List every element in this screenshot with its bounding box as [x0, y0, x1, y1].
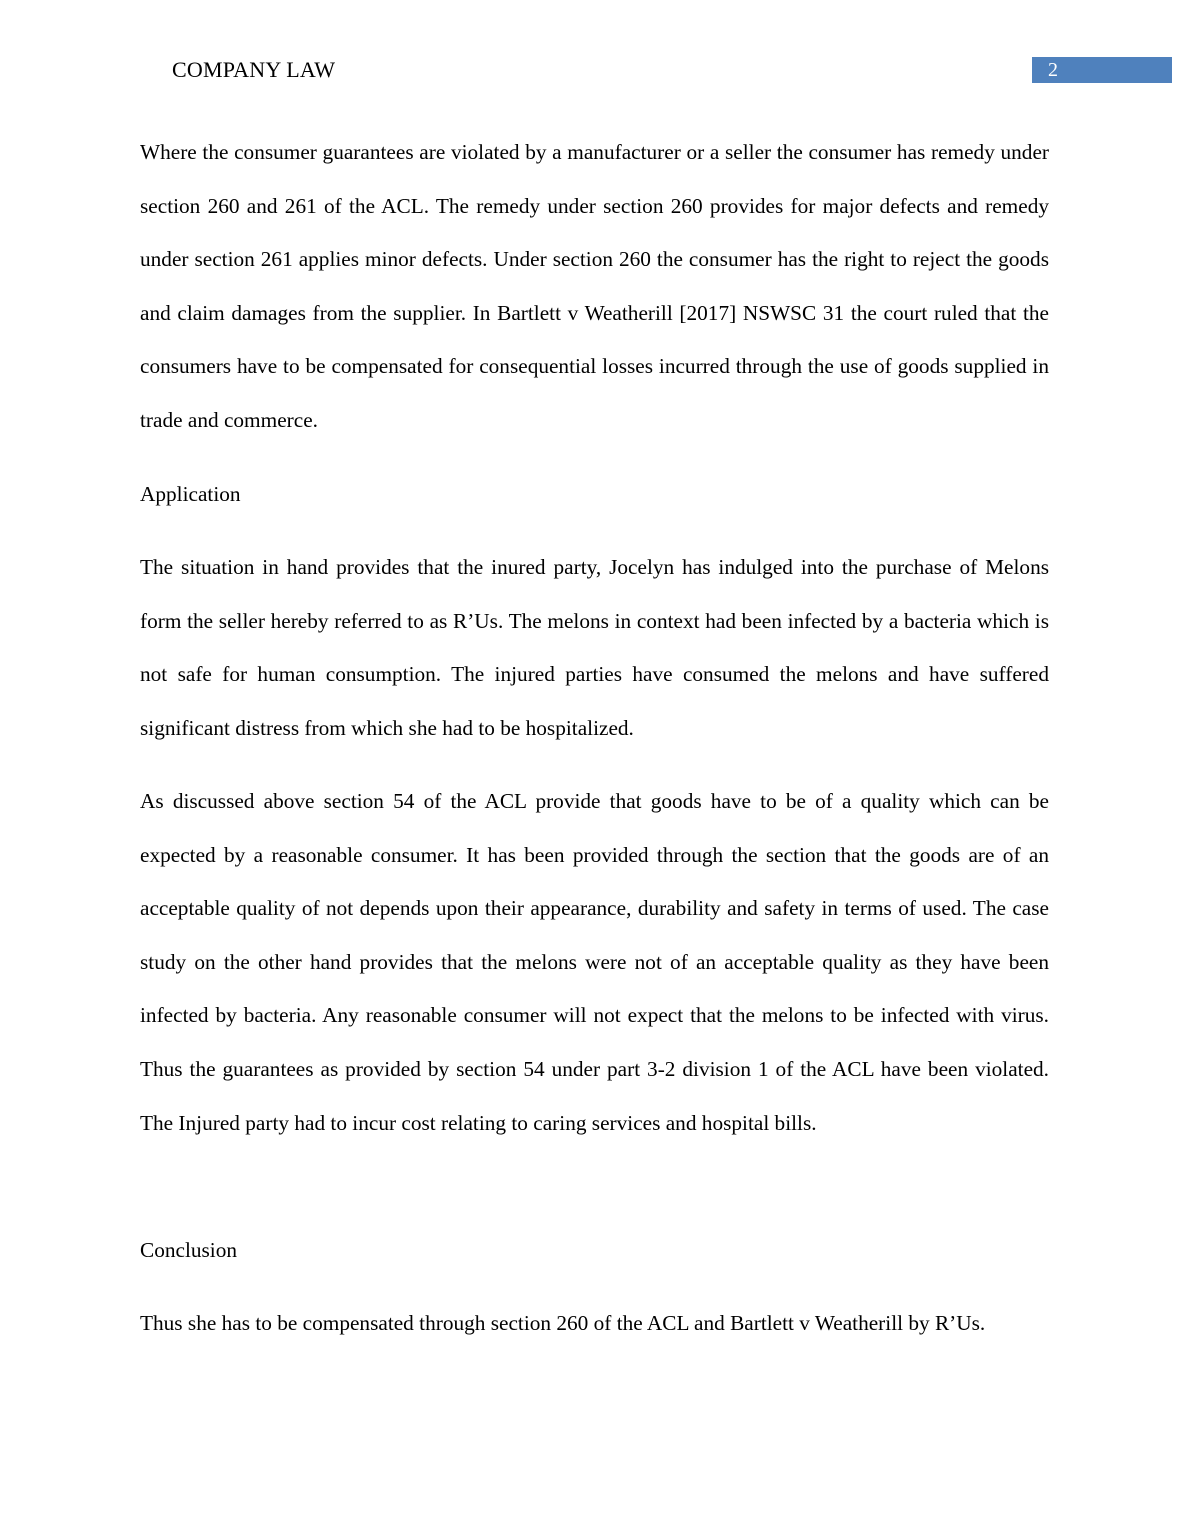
- body-paragraph-4-container: [140, 1297, 1049, 1351]
- section-heading-application-container: [140, 468, 1049, 522]
- body-paragraph: Thus she has to be compensated through section 260 of the ACL and Bartlett v Weatherill by R’Us.: [140, 1311, 986, 1335]
- body-paragraph-1-container: [140, 126, 1049, 448]
- body-paragraph-3-container: [140, 775, 1049, 1150]
- page-header-title: COMPANY LAW: [172, 57, 336, 82]
- body-paragraph: Where the consumer guarantees are violated by a manufacturer or a seller the consumer has remedy under section 260 and 261 of the ACL. The remedy under section 260 provides for major defects and remedy under section 261 applies minor defects. Under section 260 the consumer has the right to reject the goods and claim damages from the supplier. In Bartlett v Weatherill [2017] NSWSC 31 the court ruled that the consumers have to be compensated for consequential losses incurred through the use of goods supplied in trade and commerce.: [140, 140, 1049, 432]
- section-heading-conclusion: Conclusion: [140, 1238, 238, 1262]
- section-heading-conclusion-container: [140, 1224, 1049, 1278]
- section-heading-application: Application: [140, 482, 241, 506]
- body-paragraph-2-container: [140, 541, 1049, 755]
- body-paragraph: The situation in hand provides that the inured party, Jocelyn has indulged into the purchase of Melons form the seller hereby referred to as R’Us. The melons in context had been infected by a bacteria which is not safe for human consumption. The injured parties have consumed the melons and have suffered significant distress from which she had to be hospitalized.: [140, 555, 1049, 740]
- page-number: 2: [1048, 59, 1058, 81]
- page-number-box: [1032, 57, 1172, 83]
- body-paragraph: As discussed above section 54 of the ACL provide that goods have to be of a quality which can be expected by a reasonable consumer. It has been provided through the section that the goods are of an acceptable quality of not depends upon their appearance, durability and safety in terms of used. The case study on the other hand provides that the melons were not of an acceptable quality as they have been infected by bacteria. Any reasonable consumer will not expect that the melons to be infected with virus. Thus the guarantees as provided by section 54 under part 3-2 division 1 of the ACL have been violated. The Injured party had to incur cost relating to caring services and hospital bills.: [140, 789, 1049, 1135]
